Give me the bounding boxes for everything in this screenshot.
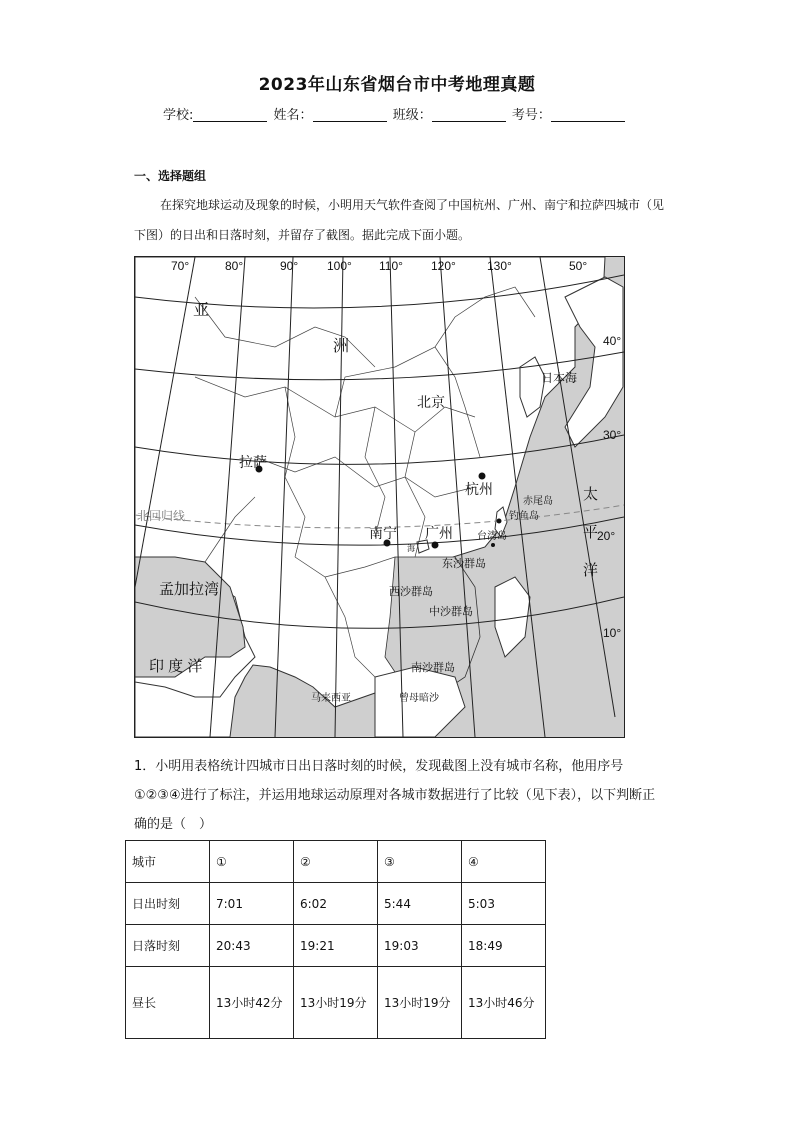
china-map — [134, 256, 625, 738]
table-cell: 13小时46分 — [462, 967, 546, 1039]
exam-no-blank[interactable] — [551, 107, 625, 122]
table-cell: 13小时19分 — [294, 967, 378, 1039]
label-chiwei: 赤尾岛 — [523, 496, 553, 507]
name-label: 姓名： — [273, 108, 313, 123]
school-label: 学校: — [163, 108, 194, 123]
table-cell: 5:03 — [462, 883, 546, 925]
table-cell: 18:49 — [462, 925, 546, 967]
section-heading: 一、选择题组 — [134, 169, 207, 183]
table-cell: 13小时19分 — [378, 967, 462, 1039]
label-dongsha: 东沙群岛 — [442, 558, 486, 570]
lon-label-120: 120° — [431, 259, 456, 273]
marker-guangzhou — [432, 542, 439, 549]
class-label: 班级： — [392, 108, 432, 123]
label-malaysia: 马来西亚 — [311, 693, 351, 704]
table-cell: 13小时42分 — [210, 967, 294, 1039]
label-hainan: 海 — [407, 544, 415, 553]
table-cell: 19:03 — [378, 925, 462, 967]
label-guangzhou: 广州 — [425, 525, 453, 541]
label-sea-japan: 日本海 — [541, 371, 578, 385]
lon-label-130: 130° — [487, 259, 512, 273]
lon-label-100: 100° — [327, 259, 352, 273]
table-cell: 6:02 — [294, 883, 378, 925]
table-header-cell: ② — [294, 841, 378, 883]
section-intro — [134, 190, 664, 250]
label-nanning: 南宁 — [369, 525, 397, 541]
label-xisha: 西沙群岛 — [389, 586, 433, 598]
label-beijing: 北京 — [417, 394, 445, 410]
table-header-cell: ④ — [462, 841, 546, 883]
label-tropic: 北回归线 — [137, 509, 186, 523]
lat-label-10: 10° — [603, 626, 622, 640]
label-bengal: 孟加拉湾 — [159, 581, 220, 598]
label-lasa: 拉萨 — [239, 454, 267, 470]
table-header-cell: 城市 — [126, 841, 210, 883]
city-sun-table — [125, 840, 546, 1039]
table-cell: 5:44 — [378, 883, 462, 925]
page-title: 2023年山东省烟台市中考地理真题 — [258, 75, 536, 95]
label-ya: 亚 — [193, 302, 210, 319]
lat-label-20: 20° — [597, 529, 616, 543]
label-zhongsha: 中沙群岛 — [429, 606, 473, 618]
label-indian: 印 度 洋 — [149, 658, 203, 675]
table-cell: 日出时刻 — [126, 883, 210, 925]
label-zhou: 洲 — [333, 338, 350, 355]
table-row-sunset — [126, 925, 546, 967]
lat-label-40: 40° — [603, 334, 622, 348]
question-1: 1．小明用表格统计四城市日出日落时刻的时候，发现截图上没有城市名称，他用序号①②③④进行了标注，并运用地球运动原理对各城市数据进行了比较（见下表），以下判断正确的是（ ） — [134, 759, 656, 832]
table-cell: 19:21 — [294, 925, 378, 967]
lon-label-90: 90° — [280, 259, 299, 273]
table-cell: 7:01 — [210, 883, 294, 925]
lat-label-50: 50° — [569, 259, 588, 273]
table-header-cell: ① — [210, 841, 294, 883]
class-blank[interactable] — [432, 107, 506, 122]
lat-label-30: 30° — [603, 428, 622, 442]
table-cell: 昼长 — [126, 967, 210, 1039]
school-blank[interactable] — [193, 107, 267, 122]
table-cell: 日落时刻 — [126, 925, 210, 967]
label-pacific-2: 平 — [583, 524, 599, 541]
table-row-daylength — [126, 967, 546, 1039]
table-row-sunrise — [126, 883, 546, 925]
table-header-row — [126, 841, 546, 883]
label-diaoyu: 钓鱼岛 — [509, 511, 539, 522]
marker-island-dot — [491, 543, 495, 547]
label-pacific-1: 太 — [583, 486, 599, 503]
label-hangzhou: 杭州 — [465, 481, 493, 497]
lon-label-70: 70° — [171, 259, 190, 273]
marker-hangzhou — [479, 473, 486, 480]
student-info-line — [163, 104, 627, 123]
label-taiwan: 台湾岛 — [477, 531, 507, 542]
marker-diaoyu — [497, 519, 502, 524]
intro-text: 在探究地球运动及现象的时候，小明用天气软件查阅了中国杭州、广州、南宁和拉萨四城市（见下图）的日出和日落时刻，并留存了截图。据此完成下面小题。 — [134, 198, 665, 242]
table-cell: 20:43 — [210, 925, 294, 967]
exam-no-label: 考号： — [511, 108, 551, 123]
lon-label-80: 80° — [225, 259, 244, 273]
label-zengmu: 曾母暗沙 — [399, 693, 439, 704]
lon-label-110: 110° — [379, 259, 403, 273]
name-blank[interactable] — [313, 107, 387, 122]
label-nansha: 南沙群岛 — [411, 662, 455, 674]
table-header-cell: ③ — [378, 841, 462, 883]
label-pacific-3: 洋 — [583, 562, 599, 579]
